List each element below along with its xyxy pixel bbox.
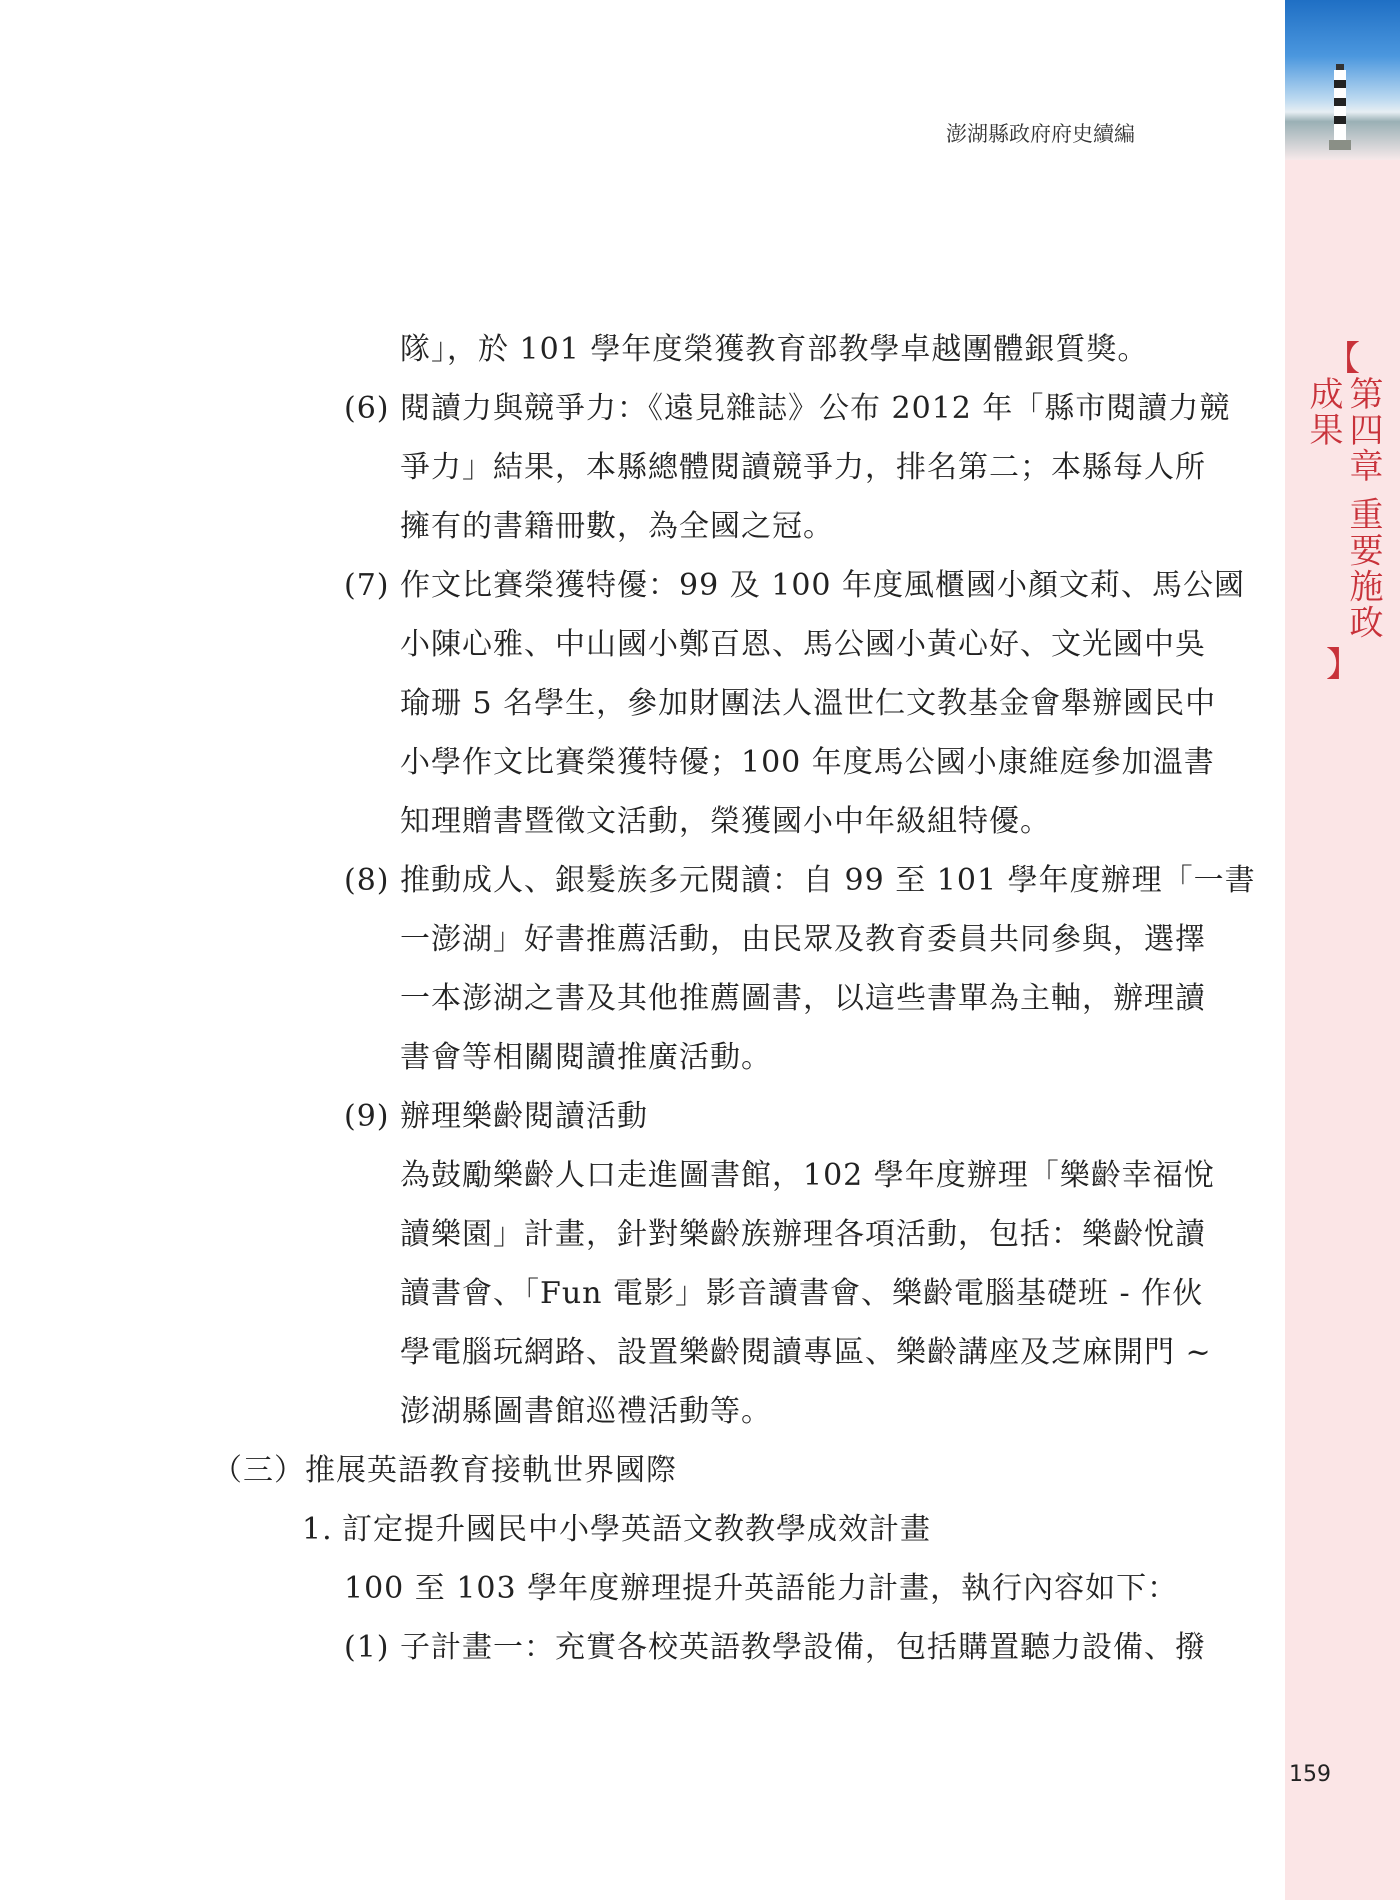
item-9-marker: (9) [344, 1099, 390, 1134]
sub-1-item-1 [344, 1628, 1206, 1668]
chapter-label [1303, 339, 1383, 685]
item-9-line-2: 讀樂園」計畫，針對樂齡族辦理各項活動，包括：樂齡悅讀 [400, 1217, 1206, 1252]
item-9-line-4: 學電腦玩網路、設置樂齡閱讀專區、樂齡講座及芝麻開門 ~ [400, 1335, 1212, 1370]
continuation-line: 隊」，於 101 學年度榮獲教育部教學卓越團體銀質獎。 [400, 332, 1149, 367]
item-8-marker: (8) [344, 863, 390, 898]
item-8-line-3: 一本澎湖之書及其他推薦圖書，以這些書單為主軸，辦理讀 [400, 981, 1206, 1016]
sub-1-heading [302, 1510, 931, 1550]
item-6-marker: (6) [344, 391, 390, 426]
sub-1-item-1-marker: (1) [344, 1630, 390, 1665]
item-9-heading [344, 1097, 648, 1137]
item-9-line-3: 讀書會、「Fun 電影」影音讀書會、樂齡電腦基礎班 - 作伙 [400, 1276, 1204, 1311]
item-9-title: 辦理樂齡閱讀活動 [400, 1099, 648, 1134]
item-6-line-1: 閱讀力與競爭力：《遠見雜誌》公布 2012 年「縣市閱讀力競 [400, 391, 1231, 426]
item-7-line-2: 小陳心雅、中山國小鄭百恩、馬公國小黃心好、文光國中吳 [400, 627, 1206, 662]
item-6-line-2: 爭力」結果，本縣總體閱讀競爭力，排名第二；本縣每人所 [400, 450, 1206, 485]
sub-1-title: 訂定提升國民中小學英語文教教學成效計畫 [342, 1512, 931, 1547]
section-3-title: 推展英語教育接軌世界國際 [305, 1453, 677, 1488]
item-8-first-line [344, 861, 1256, 901]
item-7-line-5: 知理贈書暨徵文活動，榮獲國小中年級組特優。 [400, 804, 1051, 839]
chapter-open-bracket: 【 [1326, 339, 1360, 379]
item-9-line-5: 澎湖縣圖書館巡禮活動等。 [400, 1394, 772, 1429]
item-7-first-line [344, 566, 1245, 606]
item-8-line-2: 一澎湖」好書推薦活動，由民眾及教育委員共同參與，選擇 [400, 922, 1206, 957]
page-number: 159 [1289, 1762, 1331, 1787]
section-3-heading [212, 1451, 677, 1491]
item-7-line-1: 作文比賽榮獲特優：99 及 100 年度風櫃國小顏文莉、馬公國 [400, 568, 1246, 603]
item-7-line-3: 瑜珊 5 名學生，參加財團法人溫世仁文教基金會舉辦國民中 [400, 686, 1217, 721]
sub-1-intro: 100 至 103 學年度辦理提升英語能力計畫，執行內容如下： [344, 1571, 1179, 1606]
item-8-line-1: 推動成人、銀髮族多元閱讀：自 99 至 101 學年度辦理「一書 [400, 863, 1256, 898]
lighthouse-photo [1285, 0, 1400, 160]
sub-1-marker: 1. [302, 1512, 333, 1547]
section-3-marker: （三） [212, 1453, 305, 1488]
item-7-line-4: 小學作文比賽榮獲特優；100 年度馬公國小康維庭參加溫書 [400, 745, 1215, 780]
lighthouse-icon [1325, 60, 1355, 150]
item-9-line-1: 為鼓勵樂齡人口走進圖書館，102 學年度辦理「樂齡幸福悅 [400, 1158, 1215, 1193]
item-8-line-4: 書會等相關閱讀推廣活動。 [400, 1040, 772, 1075]
item-6-first-line [344, 389, 1230, 429]
chapter-side-strip [1285, 0, 1400, 1900]
item-6-line-3: 擁有的書籍冊數，為全國之冠。 [400, 509, 834, 544]
sub-1-item-1-line: 子計畫一：充實各校英語教學設備，包括購置聽力設備、撥 [400, 1630, 1206, 1665]
item-7-marker: (7) [344, 568, 390, 603]
chapter-close-bracket: 】 [1326, 645, 1360, 685]
running-header: 澎湖縣政府府史續編 [946, 122, 1135, 146]
chapter-title: 第四章 重要施政成果 [1303, 376, 1383, 641]
